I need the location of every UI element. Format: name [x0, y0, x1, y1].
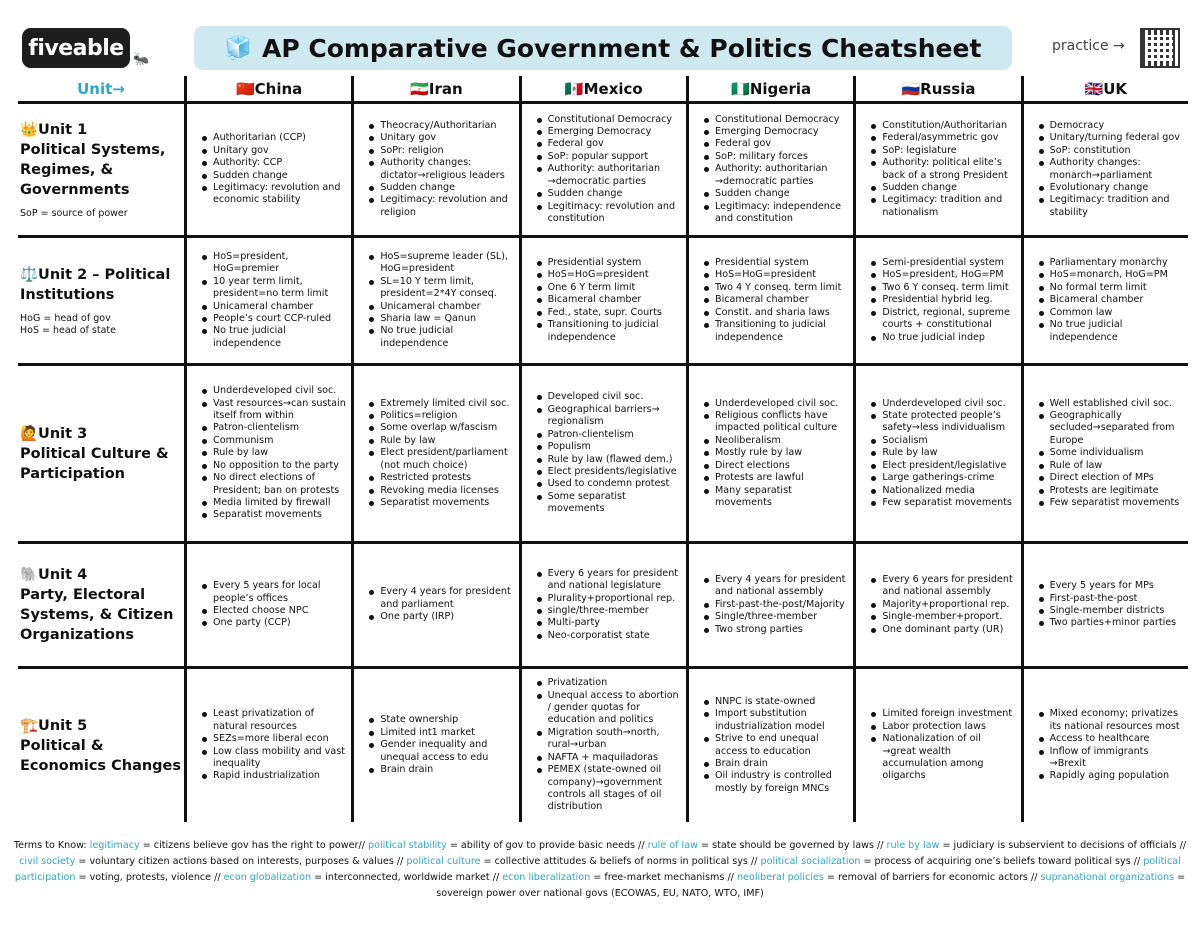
cell-unit3-iran [351, 366, 518, 544]
list-item: Patron-clientelism [199, 422, 347, 434]
list-item: Legitimacy: tradition and stability [1036, 194, 1184, 219]
list-item: Communism [199, 435, 347, 447]
cell-unit4-uk [1021, 544, 1188, 669]
list-item: Underdeveloped civil soc. [199, 385, 347, 397]
bullet-list [701, 574, 849, 636]
bullet-list [366, 251, 514, 350]
list-item: Two 4 Y conseq. term limit [701, 282, 849, 294]
list-item: One party (IRP) [366, 611, 514, 623]
list-item: Well established civil soc. [1036, 398, 1184, 410]
bullet-list [868, 120, 1016, 219]
cell-unit2-china [184, 238, 351, 366]
list-item: Fed., state, supr. Courts [534, 307, 682, 319]
list-item: Evolutionary change [1036, 182, 1184, 194]
terms-to-know [10, 838, 1190, 902]
cell-unit3-uk [1021, 366, 1188, 544]
list-item: Authority: CCP [199, 157, 347, 169]
cell-unit3-nigeria [686, 366, 853, 544]
cell-unit2-mexico [519, 238, 686, 366]
bullet-list [1036, 398, 1184, 510]
list-item: No formal term limit [1036, 282, 1184, 294]
list-item: Legitimacy: revolution and economic stability [199, 182, 347, 207]
list-item: Protests are legitimate [1036, 485, 1184, 497]
term-keyword: political stability [368, 840, 447, 851]
list-item: Transitioning to judicial independence [534, 319, 682, 344]
list-item: SoP: constitution [1036, 145, 1184, 157]
list-item: First-past-the-post [1036, 593, 1177, 605]
term-definition: = voluntary citizen actions based on interests, purposes & values // [75, 856, 407, 867]
cell-unit5-china [184, 669, 351, 822]
bullet-list [1036, 120, 1184, 219]
list-item: Limited int1 market [366, 727, 514, 739]
cell-unit1-china [184, 104, 351, 238]
list-item: Patron-clientelism [534, 429, 682, 441]
list-item: Sudden change [701, 188, 849, 200]
list-item: Constitution/Authoritarian [868, 120, 1016, 132]
list-item: Nationalized media [868, 485, 1016, 497]
term-definition: = sovereign power over national govs (ECOWAS, EU, NATO, WTO, IMF) [436, 872, 1186, 899]
term-definition: = process of acquiring one’s beliefs toward political sys // [860, 856, 1144, 867]
list-item: HoS=HoG=president [534, 269, 682, 281]
term-definition: = citizens believe gov has the right to power// [139, 840, 369, 851]
list-item: HoS=supreme leader (SL), HoG=president [366, 251, 514, 276]
bullet-list [199, 708, 347, 782]
list-item: Presidential system [534, 257, 682, 269]
list-item: Constitutional Democracy [534, 114, 682, 126]
list-item: Mixed economy; privatizes its national resources most [1036, 708, 1184, 733]
fiveable-logo[interactable]: fiveable [22, 28, 130, 68]
bullet-list [199, 385, 347, 521]
term-keyword: civil society [19, 856, 76, 867]
bug-icon: 🐜 [133, 52, 150, 67]
list-item: Developed civil soc. [534, 391, 682, 403]
list-item: Authority changes: monarch→parliament [1036, 157, 1184, 182]
list-item: Some overlap w/fascism [366, 422, 514, 434]
list-item: NNPC is state-owned [701, 696, 849, 708]
term-definition: = removal of barriers for economic actors // [823, 872, 1041, 883]
list-item: Neo-corporatist state [534, 630, 682, 642]
list-item: Legitimacy: tradition and nationalism [868, 194, 1016, 219]
list-item: State ownership [366, 714, 514, 726]
unit-title: ⚖️Unit 2 – Political Institutions [20, 266, 171, 303]
term-definition: = ability of gov to provide basic needs // [446, 840, 648, 851]
unit-note: SoP = source of power [20, 207, 128, 219]
list-item: Used to condemn protest [534, 478, 682, 490]
list-item: Presidential hybrid leg. [868, 294, 1016, 306]
header-uk: 🇬🇧UK [1021, 76, 1188, 104]
list-item: Unequal access to abortion / gender quotas for education and politics [534, 690, 682, 727]
cell-unit1-iran [351, 104, 518, 238]
cell-unit4-iran [351, 544, 518, 669]
cell-unit1-russia [853, 104, 1020, 238]
list-item: Sharia law = Qanun [366, 313, 514, 325]
list-item: Few separatist movements [1036, 497, 1184, 509]
bullet-list [366, 120, 514, 219]
list-item: HoS=HoG=president [701, 269, 849, 281]
bullet-list [366, 586, 514, 623]
list-item: Protests are lawful [701, 472, 849, 484]
list-item: Labor protection laws [868, 721, 1016, 733]
list-item: Unicameral chamber [199, 301, 347, 313]
list-item: Every 5 years for MPs [1036, 580, 1177, 592]
term-keyword: political participation [14, 856, 1181, 883]
header-russia: 🇷🇺Russia [853, 76, 1020, 104]
bullet-list [534, 568, 682, 642]
bullet-list [534, 257, 682, 344]
list-item: Direct election of MPs [1036, 472, 1184, 484]
cheatsheet-table [18, 76, 1188, 822]
list-item: Some individualism [1036, 447, 1184, 459]
list-item: Every 6 years for president and national legislature [534, 568, 682, 593]
unit-label-4 [18, 544, 184, 669]
list-item: Single-member+proport. [868, 611, 1016, 623]
list-item: Legitimacy: revolution and religion [366, 194, 514, 219]
list-item: Sudden change [366, 182, 514, 194]
list-item: Unitary gov [199, 145, 347, 157]
list-item: Strive to end unequal access to education [701, 733, 849, 758]
list-item: Vast resources→can sustain itself from within [199, 398, 347, 423]
cell-unit5-russia [853, 669, 1020, 822]
list-item: No true judicial independence [199, 325, 347, 350]
list-item: Common law [1036, 307, 1184, 319]
term-keyword: political culture [406, 856, 481, 867]
list-item: Underdeveloped civil soc. [701, 398, 849, 410]
list-item: SoPr: religion [366, 145, 514, 157]
list-item: One 6 Y term limit [534, 282, 682, 294]
list-item: Every 6 years for president and national assembly [868, 574, 1016, 599]
list-item: Two strong parties [701, 624, 849, 636]
header-iran: 🇮🇷Iran [351, 76, 518, 104]
list-item: Transitioning to judicial independence [701, 319, 849, 344]
list-item: Legitimacy: independence and constitution [701, 201, 849, 226]
list-item: Few separatist movements [868, 497, 1016, 509]
practice-link[interactable]: practice → [1052, 38, 1125, 54]
term-keyword: rule of law [647, 840, 698, 851]
unit-label-1 [18, 104, 184, 238]
cell-unit2-russia [853, 238, 1020, 366]
list-item: SoP: legislature [868, 145, 1016, 157]
list-item: Low class mobility and vast inequality [199, 746, 347, 771]
list-item: Rule by law [868, 447, 1016, 459]
bullet-list [701, 398, 849, 510]
unit-note: HoG = head of gov HoS = head of state [20, 312, 116, 336]
list-item: Unitary/turning federal gov [1036, 132, 1184, 144]
list-item: Brain drain [701, 758, 849, 770]
list-item: Rule by law [199, 447, 347, 459]
unit-title: 🏗️Unit 5 Political & Economics Changes [20, 717, 182, 774]
bullet-list [199, 132, 347, 206]
list-item: Restricted protests [366, 472, 514, 484]
list-item: Authority: political elite’s back of a strong President [868, 157, 1016, 182]
cell-unit4-nigeria [686, 544, 853, 669]
list-item: Migration south→north, rural→urban [534, 727, 682, 752]
term-definition: = interconnected, worldwide market // [311, 872, 503, 883]
list-item: Presidential system [701, 257, 849, 269]
list-item: Neoliberalism [701, 435, 849, 447]
cell-unit2-uk [1021, 238, 1188, 366]
list-item: single/three-member [534, 605, 682, 617]
list-item: Unitary gov [366, 132, 514, 144]
list-item: Elected choose NPC [199, 605, 347, 617]
unit-label-3 [18, 366, 184, 544]
list-item: Federal gov [534, 138, 682, 150]
unit-title: 👑Unit 1 Political Systems, Regimes, & Governments [20, 121, 166, 198]
list-item: Multi-party [534, 617, 682, 629]
list-item: Single-member districts [1036, 605, 1177, 617]
list-item: Theocracy/Authoritarian [366, 120, 514, 132]
list-item: Elect president/parliament (not much choice) [366, 447, 514, 472]
list-item: Unicameral chamber [366, 301, 514, 313]
list-item: Two 6 Y conseq. term limit [868, 282, 1016, 294]
unit-title: 🐘Unit 4 Party, Electoral Systems, & Citizen Organizations [20, 567, 174, 643]
list-item: Media limited by firewall [199, 497, 347, 509]
bullet-list [534, 391, 682, 515]
list-item: Federal/asymmetric gov [868, 132, 1016, 144]
list-item: Authority changes: dictator→religious leaders [366, 157, 514, 182]
unit-title: 🙋Unit 3 Political Culture & Participation [20, 425, 169, 482]
cell-unit4-russia [853, 544, 1020, 669]
list-item: One party (CCP) [199, 617, 347, 629]
unit-label-5 [18, 669, 184, 822]
list-item: Every 5 years for local people’s offices [199, 580, 347, 605]
cell-unit5-nigeria [686, 669, 853, 822]
list-item: Extremely limited civil soc. [366, 398, 514, 410]
list-item: Semi-presidential system [868, 257, 1016, 269]
list-item: Rule by law (flawed dem.) [534, 454, 682, 466]
cell-unit3-china [184, 366, 351, 544]
list-item: Oil industry is controlled mostly by foreign MNCs [701, 770, 849, 795]
list-item: Politics=religion [366, 410, 514, 422]
bullet-list [701, 114, 849, 226]
term-keyword: neoliberal policies [736, 872, 824, 883]
term-definition: = free-market mechanisms // [590, 872, 737, 883]
term-keyword: legitimacy [89, 840, 140, 851]
list-item: Plurality+proportional rep. [534, 593, 682, 605]
bullet-list [1036, 257, 1184, 344]
cell-unit5-iran [351, 669, 518, 822]
term-definition: = judiciary is subservient to decisions of officials // [939, 840, 1187, 851]
list-item: Privatization [534, 677, 682, 689]
bullet-list [1036, 708, 1184, 782]
list-item: Limited foreign investment [868, 708, 1016, 720]
list-item: Constit. and sharia laws [701, 307, 849, 319]
list-item: Revoking media licenses [366, 485, 514, 497]
bullet-list [868, 574, 1016, 636]
list-item: District, regional, supreme courts + constitutional [868, 307, 1016, 332]
header-china: 🇨🇳China [184, 76, 351, 104]
list-item: Geographical barriers→ regionalism [534, 404, 682, 429]
list-item: Sudden change [199, 170, 347, 182]
header-nigeria: 🇳🇬Nigeria [686, 76, 853, 104]
list-item: Populism [534, 441, 682, 453]
term-keyword: econ liberalization [502, 872, 591, 883]
list-item: No direct elections of President; ban on protests [199, 472, 347, 497]
list-item: Mostly rule by law [701, 447, 849, 459]
list-item: HoS=president, HoG=premier [199, 251, 347, 276]
cell-unit3-mexico [519, 366, 686, 544]
cell-unit4-mexico [519, 544, 686, 669]
list-item: PEMEX (state-owned oil company)→government controls all stages of oil distribution [534, 764, 682, 814]
list-item: HoS=monarch, HoG=PM [1036, 269, 1184, 281]
list-item: SoP: military forces [701, 151, 849, 163]
cell-unit5-mexico [519, 669, 686, 822]
list-item: Rule of law [1036, 460, 1184, 472]
list-item: Bicameral chamber [534, 294, 682, 306]
term-keyword: rule by law [886, 840, 940, 851]
list-item: Single/three-member [701, 611, 849, 623]
list-item: Bicameral chamber [1036, 294, 1184, 306]
bullet-list [701, 257, 849, 344]
list-item: Authority: authoritarian →democratic parties [534, 163, 682, 188]
list-item: Parliamentary monarchy [1036, 257, 1184, 269]
list-item: Import substitution industrialization model [701, 708, 849, 733]
cell-unit1-mexico [519, 104, 686, 238]
bullet-list [701, 696, 849, 795]
bullet-list [534, 677, 682, 813]
bullet-list [1036, 580, 1177, 630]
bullet-list [366, 714, 514, 776]
list-item: SoP: popular support [534, 151, 682, 163]
list-item: Emerging Democracy [701, 126, 849, 138]
list-item: Two parties+minor parties [1036, 617, 1177, 629]
cell-unit1-uk [1021, 104, 1188, 238]
unit-label-2 [18, 238, 184, 366]
list-item: Emerging Democracy [534, 126, 682, 138]
page-title-text: AP Comparative Government & Politics Cheatsheet [261, 33, 982, 63]
bullet-list [868, 257, 1016, 344]
list-item: Inflow of immigrants →Brexit [1036, 746, 1184, 771]
list-item: First-past-the-post/Majority [701, 599, 849, 611]
list-item: SL=10 Y term limit, president=2*4Y conseq. [366, 276, 514, 301]
bullet-list [868, 708, 1016, 782]
cube-icon: 🧊 [224, 35, 252, 61]
qr-code-icon[interactable] [1140, 28, 1180, 68]
list-item: 10 year term limit, president=no term limit [199, 276, 347, 301]
list-item: Every 4 years for president and national assembly [701, 574, 849, 599]
cell-unit4-china [184, 544, 351, 669]
bullet-list [199, 580, 347, 630]
bullet-list [868, 398, 1016, 510]
bullet-list [366, 398, 514, 510]
list-item: No true judicial independence [1036, 319, 1184, 344]
list-item: Sudden change [868, 182, 1016, 194]
page-title [194, 26, 1012, 70]
cell-unit3-russia [853, 366, 1020, 544]
list-item: Elect president/legislative [868, 460, 1016, 472]
cell-unit2-iran [351, 238, 518, 366]
list-item: Some separatist movements [534, 491, 682, 516]
list-item: Socialism [868, 435, 1016, 447]
list-item: Many separatist movements [701, 485, 849, 510]
list-item: Separatist movements [366, 497, 514, 509]
list-item: Sudden change [534, 188, 682, 200]
list-item: Rapidly aging population [1036, 770, 1184, 782]
list-item: NAFTA + maquiladoras [534, 752, 682, 764]
list-item: Geographically secluded→separated from Europe [1036, 410, 1184, 447]
list-item: Gender inequality and unequal access to edu [366, 739, 514, 764]
bullet-list [534, 114, 682, 226]
term-keyword: econ globalization [223, 872, 312, 883]
list-item: Rapid industrialization [199, 770, 347, 782]
list-item: Authoritarian (CCP) [199, 132, 347, 144]
list-item: No opposition to the party [199, 460, 347, 472]
list-item: Elect presidents/legislative [534, 466, 682, 478]
cell-unit2-nigeria [686, 238, 853, 366]
list-item: Large gatherings-crime [868, 472, 1016, 484]
list-item: Democracy [1036, 120, 1184, 132]
list-item: Federal gov [701, 138, 849, 150]
list-item: Bicameral chamber [701, 294, 849, 306]
list-item: SEZs=more liberal econ [199, 733, 347, 745]
list-item: Religious conflicts have impacted political culture [701, 410, 849, 435]
list-item: Nationalization of oil →great wealth accumulation among oligarchs [868, 733, 1016, 783]
term-keyword: political socialization [760, 856, 861, 867]
cell-unit5-uk [1021, 669, 1188, 822]
list-item: Separatist movements [199, 509, 347, 521]
list-item: No true judicial independence [366, 325, 514, 350]
list-item: Rule by law [366, 435, 514, 447]
cell-unit1-nigeria [686, 104, 853, 238]
list-item: Underdeveloped civil soc. [868, 398, 1016, 410]
list-item: Access to healthcare [1036, 733, 1184, 745]
term-keyword: supranational organizations [1040, 872, 1175, 883]
term-definition: Terms to Know: [13, 840, 90, 851]
list-item: Majority+proportional rep. [868, 599, 1016, 611]
term-definition: = voting, protests, violence // [75, 872, 224, 883]
list-item: Constitutional Democracy [701, 114, 849, 126]
list-item: One dominant party (UR) [868, 624, 1016, 636]
list-item: Legitimacy: revolution and constitution [534, 201, 682, 226]
list-item: Least privatization of natural resources [199, 708, 347, 733]
list-item: Brain drain [366, 764, 514, 776]
header-mexico: 🇲🇽Mexico [519, 76, 686, 104]
list-item: Every 4 years for president and parliament [366, 586, 514, 611]
list-item: HoS=president, HoG=PM [868, 269, 1016, 281]
list-item: State protected people’s safety→less individualism [868, 410, 1016, 435]
list-item: No true judicial indep [868, 332, 1016, 344]
list-item: Authority: authoritarian →democratic parties [701, 163, 849, 188]
header-unit: Unit→ [18, 76, 184, 104]
term-definition: = state should be governed by laws // [697, 840, 887, 851]
list-item: People’s court CCP-ruled [199, 313, 347, 325]
list-item: Direct elections [701, 460, 849, 472]
bullet-list [199, 251, 347, 350]
term-definition: = collective attitudes & beliefs of norms in political sys // [480, 856, 761, 867]
